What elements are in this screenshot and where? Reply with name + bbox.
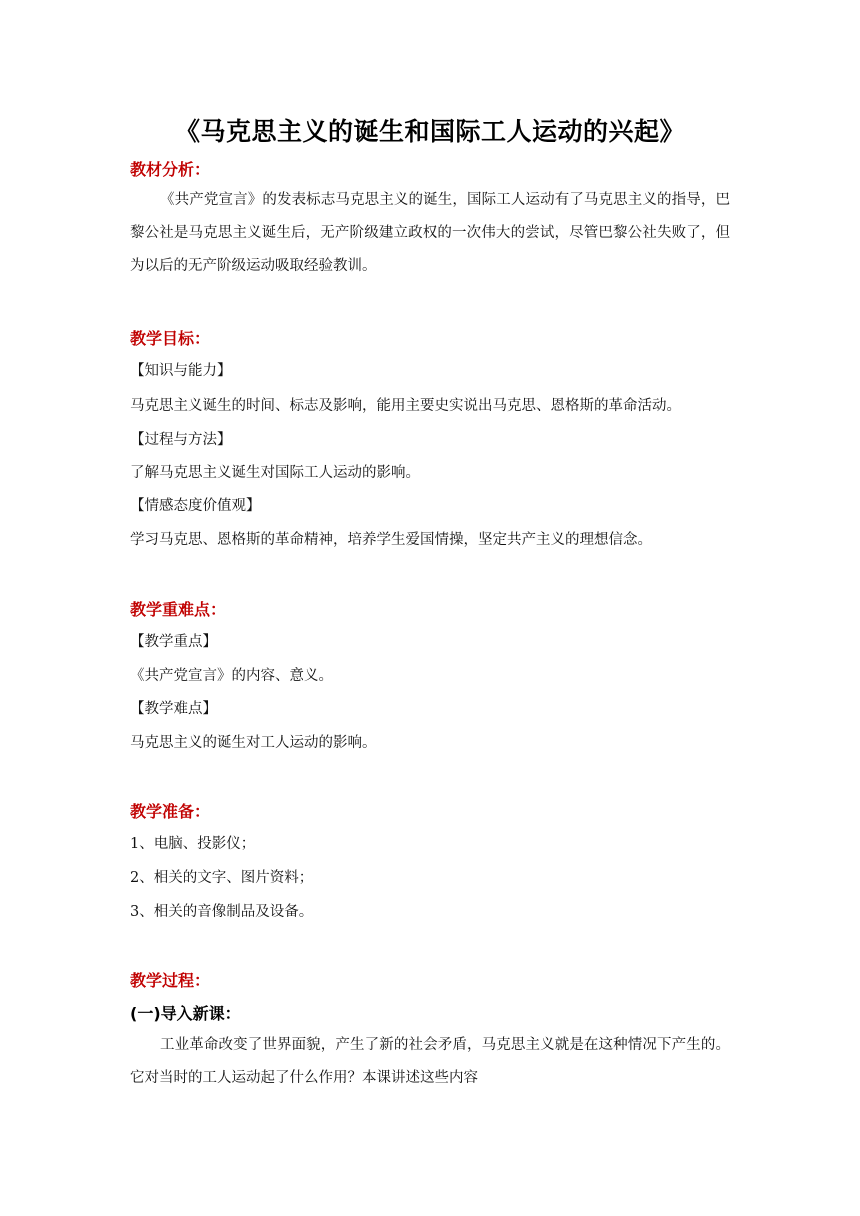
prep-item: 3、相关的音像制品及设备。 — [130, 904, 314, 920]
label-process-method: 【过程与方法】 — [130, 432, 232, 448]
heading-preparation: 教学准备： — [130, 802, 211, 821]
heading-goals: 教学目标： — [130, 329, 211, 348]
heading-analysis: 教材分析： — [130, 160, 211, 179]
label-knowledge: 【知识与能力】 — [130, 363, 232, 379]
label-focus: 【教学重点】 — [130, 634, 217, 650]
process-paragraph: 工业革命改变了世界面貌，产生了新的社会矛盾，马克思主义就是在这种情况下产生的。它对当时的工人运动起了什么作用？本课讲述这些内容 — [130, 1037, 730, 1086]
heading-process: 教学过程： — [130, 971, 211, 990]
document-title: 《马克思主义的诞生和国际工人运动的兴起》 — [174, 117, 685, 146]
text-difficulty: 马克思主义的诞生对工人运动的影响。 — [130, 735, 377, 751]
heading-key-points: 教学重难点： — [130, 600, 227, 619]
text-process-method: 了解马克思主义诞生对国际工人运动的影响。 — [130, 465, 420, 481]
sub-heading-intro: (一)导入新课： — [130, 1004, 241, 1023]
prep-item: 2、相关的文字、图片资料； — [130, 870, 314, 886]
text-focus: 《共产党宣言》的内容、意义。 — [130, 668, 333, 684]
label-emotion: 【情感态度价值观】 — [130, 498, 261, 514]
text-emotion: 学习马克思、恩格斯的革命精神，培养学生爱国情操，坚定共产主义的理想信念。 — [130, 532, 652, 548]
analysis-paragraph: 《共产党宣言》的发表标志马克思主义的诞生，国际工人运动有了马克思主义的指导，巴黎公社是马克思主义诞生后，无产阶级建立政权的一次伟大的尝试，尽管巴黎公社失败了，但为以后的无产阶级运动吸取经验教训。 — [130, 192, 730, 274]
prep-item: 1、电脑、投影仪； — [130, 836, 256, 852]
text-knowledge: 马克思主义诞生的时间、标志及影响，能用主要史实说出马克思、恩格斯的革命活动。 — [130, 398, 681, 414]
label-difficulty: 【教学难点】 — [130, 701, 217, 717]
